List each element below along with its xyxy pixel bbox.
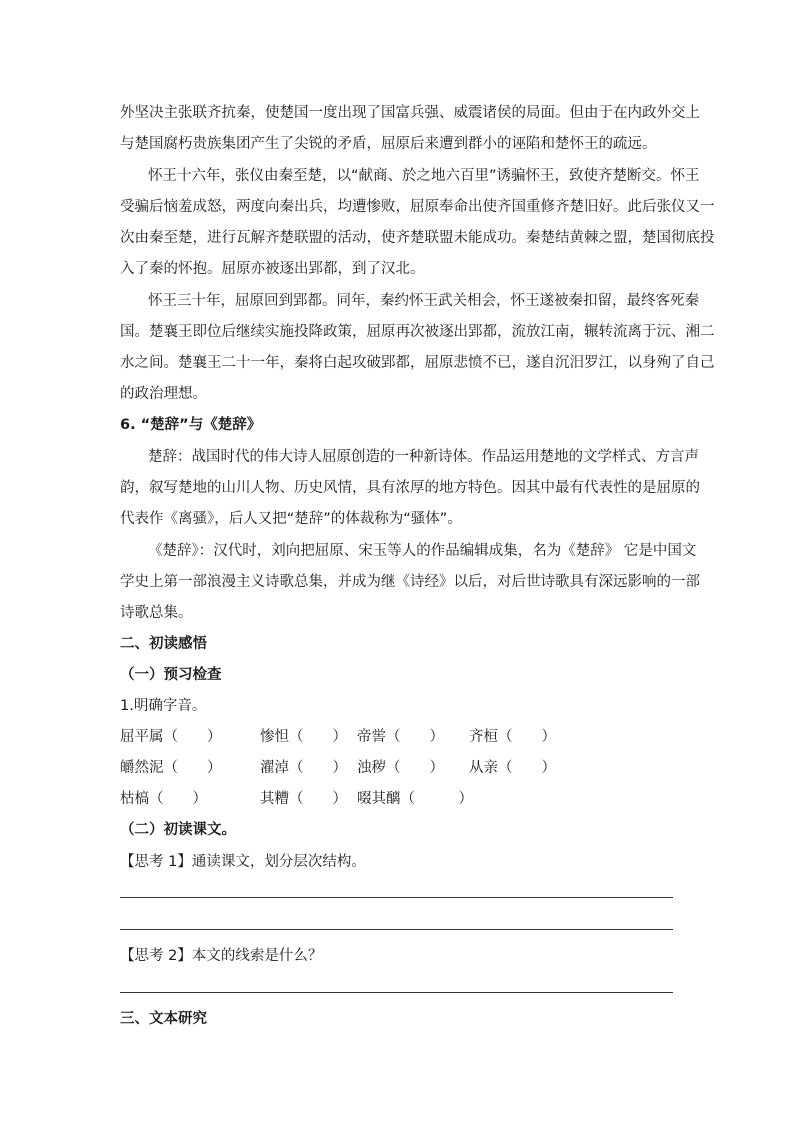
- paragraph-line: 楚辞：战国时代的伟大诗人屈原创造的一种新诗体。作品运用楚地的文学样式、方言声: [148, 449, 699, 465]
- question-label: 1.明确字音。: [120, 698, 207, 714]
- pinyin-field[interactable]: 从亲（ ）: [469, 760, 556, 776]
- answer-line[interactable]: [120, 929, 673, 930]
- pinyin-field[interactable]: 啜其醨（ ）: [357, 791, 473, 807]
- pinyin-field[interactable]: 皭然泥（ ）: [120, 760, 222, 776]
- paragraph-line: 次由秦至楚，进行瓦解齐楚联盟的活动，使齐楚联盟未能成功。秦楚结黄棘之盟，楚国彻底投: [120, 230, 715, 246]
- pinyin-field[interactable]: 濯淖（ ）: [260, 760, 347, 776]
- paragraph-line: 国。楚襄王即位后继续实施投降政策，屈原再次被逐出郢都，流放江南，辗转流离于沅、湘二: [120, 324, 715, 340]
- paragraph-line: 外坚决主张联齐抗秦，使楚国一度出现了国富兵强、威震诸侯的局面。但由于在内政外交上: [120, 105, 700, 121]
- answer-line[interactable]: [120, 992, 673, 993]
- sub-heading: （二）初读课文。: [120, 822, 236, 838]
- paragraph-line: 受骗后恼羞成怒，两度向秦出兵，均遭惨败，屈原奉命出使齐国重修齐楚旧好。此后张仪又一: [120, 199, 715, 215]
- answer-line[interactable]: [120, 897, 673, 898]
- part-heading: 三、文本研究: [120, 1011, 207, 1027]
- pinyin-field[interactable]: 其糟（ ）: [260, 791, 347, 807]
- paragraph-line: 代表作《离骚》，后人又把“楚辞”的体裁称为“骚体”。: [120, 511, 462, 527]
- paragraph-line: 水之间。楚襄王二十一年，秦将白起攻破郢都，屈原悲愤不已，遂自沉汨罗江，以身殉了自己: [120, 355, 715, 371]
- paragraph-line: 《楚辞》：汉代时，刘向把屈原、宋玉等人的作品编辑成集，名为《楚辞》 它是中国文: [148, 543, 697, 559]
- part-heading: 二、初读感悟: [120, 636, 207, 652]
- pinyin-field[interactable]: 惨怛（ ）: [260, 729, 347, 745]
- paragraph-line: 韵，叙写楚地的山川人物、历史风情，具有浓厚的地方特色。因其中最有代表性的是屈原的: [120, 480, 700, 496]
- paragraph-line: 的政治理想。: [120, 386, 207, 402]
- pinyin-field[interactable]: 浊秽（ ）: [357, 760, 444, 776]
- pinyin-field[interactable]: 枯槁（ ）: [120, 791, 207, 807]
- paragraph-line: 怀王十六年，张仪由秦至楚，以“献商、於之地六百里”诱骗怀王，致使齐楚断交。怀王: [148, 168, 700, 184]
- pinyin-field[interactable]: 帝喾（ ）: [357, 729, 444, 745]
- paragraph-line: 入了秦的怀抱。屈原亦被逐出郢都，到了汉北。: [120, 261, 425, 277]
- section-heading: 6. “楚辞”与《楚辞》: [120, 417, 262, 433]
- paragraph-line: 与楚国腐朽贵族集团产生了尖锐的矛盾，屈原后来遭到群小的诬陷和楚怀王的疏远。: [120, 136, 657, 152]
- paragraph-line: 怀王三十年，屈原回到郢都。同年，秦约怀王武关相会，怀王遂被秦扣留，最终客死秦: [148, 293, 699, 309]
- question-label: 【思考 2】本文的线索是什么？: [120, 948, 323, 964]
- paragraph-line: 学史上第一部浪漫主义诗歌总集，并成为继《诗经》以后，对后世诗歌具有深远影响的一部: [120, 574, 700, 590]
- question-label: 【思考 1】通读课文，划分层次结构。: [120, 854, 366, 870]
- pinyin-field[interactable]: 屈平属（ ）: [120, 729, 222, 745]
- pinyin-field[interactable]: 齐桓（ ）: [469, 729, 556, 745]
- paragraph-line: 诗歌总集。: [120, 605, 193, 621]
- sub-heading: （一）预习检查: [120, 667, 222, 683]
